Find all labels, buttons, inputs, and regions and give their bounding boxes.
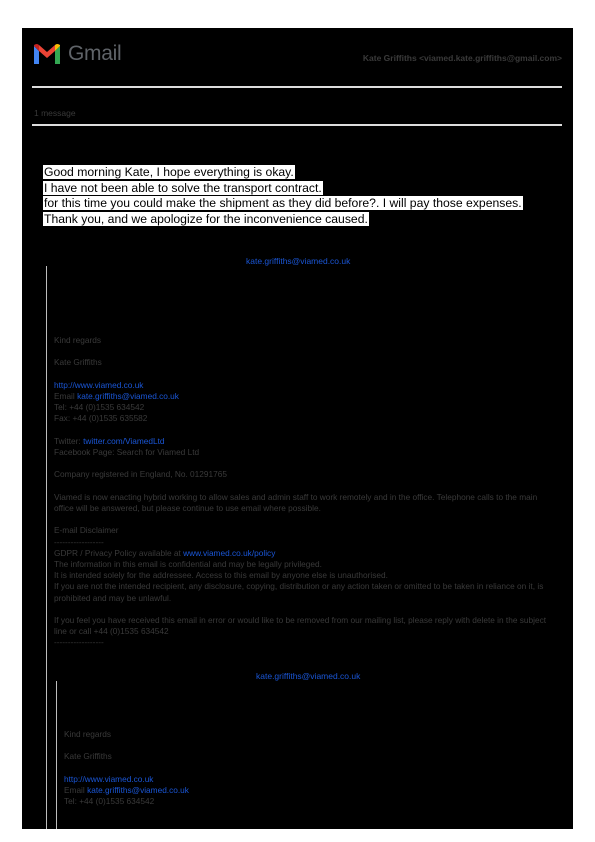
signature-facebook: Facebook Page: Search for Viamed Ltd [54,446,200,457]
intended-solely-notice: It is intended solely for the addressee. Access to this email by anyone else is unauthorised. [54,570,388,581]
disclaimer-separator-end: ------------------ [54,637,104,648]
gdpr-line: GDPR / Privacy Policy available at www.viamed.co.uk/policy [54,547,276,558]
signature-1 [54,335,554,649]
signature-email-link[interactable]: kate.griffiths@viamed.co.uk [77,390,179,401]
policy-link[interactable]: www.viamed.co.uk/policy [183,547,276,558]
signature-name: Kate Griffiths [54,357,102,368]
disclaimer-separator: ------------------ [54,536,104,547]
signature-twitter-line: Twitter: twitter.com/ViamedLtd [54,435,165,446]
message-line: I have not been able to solve the transport contract. [44,180,322,195]
gmail-wordmark: Gmail [68,42,122,65]
header-divider [32,86,562,88]
signature-2 [64,729,544,807]
gmail-header [32,42,562,72]
signature-regards: Kind regards [54,335,102,345]
message-line: for this time you could make the shipment as they did before?. I will pay those expenses. [44,196,522,211]
message-count: 1 message [34,108,76,118]
not-recipient-notice: If you are not the intended recipient, any disclosure, copying, distribution or any action taken or omitted to be taken in reliance on it, is prohibited and may be unlawful. [54,581,544,603]
gmail-logo [32,42,121,66]
signature-name: Kate Griffiths [64,751,112,762]
signature-email-link[interactable]: kate.griffiths@viamed.co.uk [87,784,189,795]
gmail-envelope-icon [32,42,62,66]
signature-email-line: Email kate.griffiths@viamed.co.uk [54,390,179,401]
hybrid-working-notice: Viamed is now enacting hybrid working to allow sales and admin staff to work remotely and in the office. Telephone calls to the main office will be answered, but please continue to use email where possible. [54,491,538,513]
quoted-sender-email-1[interactable]: kate.griffiths@viamed.co.uk [246,256,351,266]
message-line: Thank you, and we apologize for the inconvenience caused. [44,211,368,226]
website-link[interactable]: http://www.viamed.co.uk [54,379,144,390]
sender-address: Kate Griffiths <viamed.kate.griffiths@gmail.com> [362,53,562,63]
signature-tel: Tel: +44 (0)1535 634542 [54,402,145,413]
signature-fax: Fax: +44 (0)1535 635582 [54,413,148,424]
email-print-page [22,28,573,829]
message-body [43,165,543,227]
message-line: Good morning Kate, I hope everything is okay. [44,165,294,179]
signature-regards: Kind regards [64,729,112,739]
twitter-link[interactable]: twitter.com/ViamedLtd [83,435,165,446]
removal-notice: If you feel you have received this email in error or would like to be removed from our mailing list, please reply with delete in the subject line or call +44 (0)1535 634542 [54,614,547,637]
website-link[interactable]: http://www.viamed.co.uk [64,773,154,784]
confidential-notice: The information in this email is confidential and may be legally privileged. [54,558,322,569]
signature-tel: Tel: +44 (0)1535 634542 [64,796,155,807]
quoted-sender-email-2[interactable]: kate.griffiths@viamed.co.uk [256,671,361,681]
disclaimer-title: E-mail Disclaimer [54,525,119,536]
message-divider [32,124,562,126]
signature-email-line: Email kate.griffiths@viamed.co.uk [64,784,189,795]
company-registration: Company registered in England, No. 01291765 [54,469,227,480]
